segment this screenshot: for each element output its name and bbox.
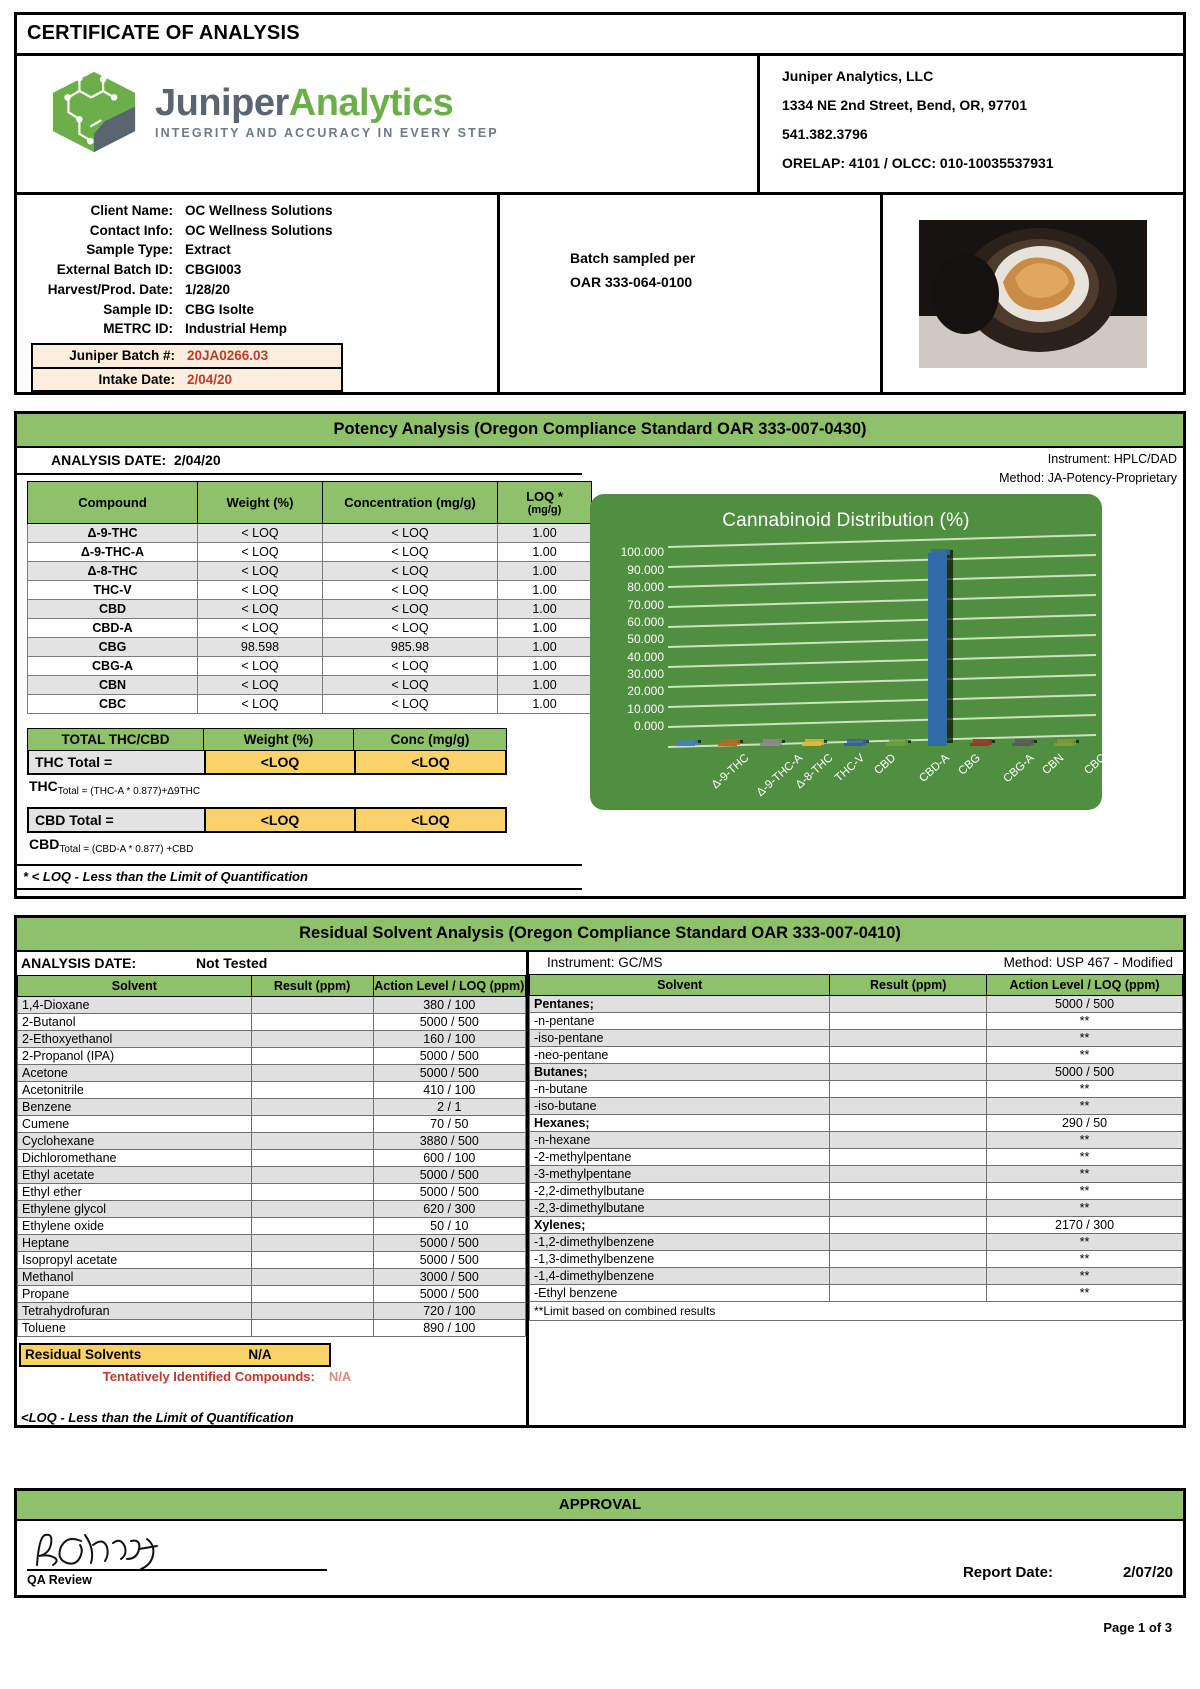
solvent-name: Heptane bbox=[18, 1234, 252, 1251]
chart-bar-top bbox=[1057, 739, 1076, 745]
table-row: CBN < LOQ < LOQ 1.00 bbox=[28, 676, 592, 695]
combined-results-note: **Limit based on combined results bbox=[529, 1302, 1183, 1321]
solvent-name: -2-methylpentane bbox=[530, 1148, 830, 1165]
col-result: Result (ppm) bbox=[830, 974, 987, 995]
page-title: CERTIFICATE OF ANALYSIS bbox=[17, 15, 1183, 56]
col-result: Result (ppm) bbox=[251, 975, 373, 996]
table-row bbox=[530, 1199, 1183, 1216]
solvent-result bbox=[251, 1064, 373, 1081]
table-row: CBD-A < LOQ < LOQ 1.00 bbox=[28, 619, 592, 638]
solvent-action-level: 410 / 100 bbox=[373, 1081, 525, 1098]
table-row bbox=[18, 1166, 526, 1183]
solvent-name: Pentanes; bbox=[530, 995, 830, 1012]
lab-header bbox=[17, 56, 1183, 195]
table-row: Δ-9-THC < LOQ < LOQ 1.00 bbox=[28, 524, 592, 543]
chart-bar-front bbox=[928, 553, 947, 746]
lab-logo-block bbox=[17, 56, 757, 192]
solvent-result bbox=[830, 1267, 987, 1284]
solvent-action-level: 5000 / 500 bbox=[987, 995, 1183, 1012]
solvent-result bbox=[830, 1029, 987, 1046]
col-action-level: Action Level / LOQ (ppm) bbox=[987, 974, 1183, 995]
solvent-name: Xylenes; bbox=[530, 1216, 830, 1233]
col-weight: Weight (%) bbox=[198, 482, 323, 524]
solvent-action-level: ** bbox=[987, 1080, 1183, 1097]
table-row bbox=[530, 1216, 1183, 1233]
solvent-action-level: ** bbox=[987, 1182, 1183, 1199]
residual-solvent-left bbox=[17, 952, 529, 1425]
solvent-name: Methanol bbox=[18, 1268, 252, 1285]
totals-col-label: TOTAL THC/CBD bbox=[61, 732, 170, 748]
solvent-result bbox=[830, 995, 987, 1012]
table-row bbox=[18, 1030, 526, 1047]
potency-loq-note: * < LOQ - Less than the Limit of Quantification bbox=[17, 864, 582, 890]
solvent-action-level: 5000 / 500 bbox=[373, 1285, 525, 1302]
chart-bar-top bbox=[805, 739, 824, 745]
approval-header: APPROVAL bbox=[17, 1491, 1183, 1521]
table-row bbox=[530, 1182, 1183, 1199]
rs-method: Method: USP 467 - Modified bbox=[1003, 954, 1173, 970]
solvent-name: Acetonitrile bbox=[18, 1081, 252, 1098]
lab-address: 1334 NE 2nd Street, Bend, OR, 97701 bbox=[782, 97, 1028, 113]
chart-y-tick: 80.000 bbox=[627, 580, 664, 595]
table-row bbox=[18, 1047, 526, 1064]
solvent-action-level: 3880 / 500 bbox=[373, 1132, 525, 1149]
solvent-result bbox=[830, 1199, 987, 1216]
solvent-name: -1,3-dimethylbenzene bbox=[530, 1250, 830, 1267]
solvent-name: -2,2-dimethylbutane bbox=[530, 1182, 830, 1199]
info-field-external-batch-id: External Batch ID: CBGI003 bbox=[56, 262, 242, 278]
info-field-intake-date: Intake Date: 2/04/20 bbox=[33, 367, 341, 391]
chart-x-tick: CBD-A bbox=[917, 752, 952, 786]
table-row bbox=[18, 1251, 526, 1268]
solvent-result bbox=[830, 1114, 987, 1131]
chart-y-tick: 100.000 bbox=[620, 545, 664, 560]
info-field-juniper-batch: Juniper Batch #: 20JA0266.03 bbox=[33, 345, 341, 367]
totals-header-row bbox=[27, 728, 507, 751]
chart-plot-area bbox=[590, 545, 1109, 800]
solvent-result bbox=[830, 1165, 987, 1182]
solvent-result bbox=[830, 1046, 987, 1063]
sample-info-fields bbox=[17, 195, 497, 392]
table-row: Δ-9-THC-A < LOQ < LOQ 1.00 bbox=[28, 543, 592, 562]
solvent-action-level: ** bbox=[987, 1165, 1183, 1182]
table-row bbox=[18, 1183, 526, 1200]
table-row bbox=[18, 996, 526, 1013]
solvent-result bbox=[251, 1030, 373, 1047]
batch-note-line1: Batch sampled per bbox=[570, 250, 696, 266]
chart-y-tick: 50.000 bbox=[627, 632, 664, 647]
solvent-name: 1,4-Dioxane bbox=[18, 996, 252, 1013]
cannabinoid-distribution-chart bbox=[590, 494, 1109, 810]
residual-solvent-section-title: Residual Solvent Analysis (Oregon Compliance Standard OAR 333-007-0410) bbox=[17, 918, 1183, 952]
solvent-name: 2-Ethoxyethanol bbox=[18, 1030, 252, 1047]
solvent-action-level: ** bbox=[987, 1267, 1183, 1284]
chart-y-tick: 70.000 bbox=[627, 597, 664, 612]
chart-bar-top bbox=[721, 739, 740, 745]
solvent-result bbox=[251, 1217, 373, 1234]
chart-y-tick: 30.000 bbox=[627, 667, 664, 682]
solvent-result bbox=[830, 1012, 987, 1029]
table-row bbox=[530, 1284, 1183, 1301]
table-row bbox=[530, 1131, 1183, 1148]
rs-instrument: Instrument: GC/MS bbox=[547, 954, 663, 970]
chart-bar-top bbox=[973, 739, 992, 745]
solvent-action-level: 890 / 100 bbox=[373, 1319, 525, 1336]
col-action-level: Action Level / LOQ (ppm) bbox=[373, 975, 525, 996]
rs-instrument-method bbox=[529, 952, 1183, 974]
table-row bbox=[530, 1029, 1183, 1046]
solvent-action-level: ** bbox=[987, 1250, 1183, 1267]
chart-bar-top bbox=[763, 739, 782, 745]
table-row bbox=[18, 1013, 526, 1030]
approval-section bbox=[14, 1488, 1186, 1598]
sample-info-row bbox=[17, 195, 1183, 392]
chart-bar bbox=[928, 553, 947, 746]
solvent-result bbox=[251, 1319, 373, 1336]
solvent-action-level: 5000 / 500 bbox=[373, 1064, 525, 1081]
solvent-result bbox=[830, 1233, 987, 1250]
signature-icon bbox=[27, 1527, 277, 1571]
table-row bbox=[18, 1115, 526, 1132]
table-row bbox=[530, 1080, 1183, 1097]
table-row bbox=[530, 1148, 1183, 1165]
chart-y-tick: 60.000 bbox=[627, 614, 664, 629]
sample-photo bbox=[919, 220, 1147, 368]
batch-sampled-note bbox=[497, 195, 883, 392]
solvent-name: Ethylene glycol bbox=[18, 1200, 252, 1217]
solvent-name: Ethyl acetate bbox=[18, 1166, 252, 1183]
totals-block bbox=[27, 728, 507, 775]
solvent-action-level: ** bbox=[987, 1029, 1183, 1046]
thc-total-formula: $THC_{Total = (THC-A * 0.877)+\Delta 9THC}$ bbox=[29, 778, 201, 798]
solvent-result bbox=[251, 1251, 373, 1268]
solvent-result bbox=[251, 1132, 373, 1149]
solvent-name: -neo-pentane bbox=[530, 1046, 830, 1063]
table-row: THC-V < LOQ < LOQ 1.00 bbox=[28, 581, 592, 600]
solvent-name: -1,2-dimethylbenzene bbox=[530, 1233, 830, 1250]
chart-x-tick: THC-V bbox=[833, 752, 868, 785]
solvent-action-level: ** bbox=[987, 1233, 1183, 1250]
table-row bbox=[18, 1319, 526, 1336]
lab-contact-block bbox=[757, 56, 1183, 192]
solvent-name: Tetrahydrofuran bbox=[18, 1302, 252, 1319]
lab-name: Juniper Analytics, LLC bbox=[782, 68, 934, 84]
juniper-hexagon-logo-icon bbox=[47, 70, 141, 154]
tentatively-identified-compounds: Tentatively Identified Compounds: N/A bbox=[102, 1368, 352, 1384]
solvent-table-left bbox=[17, 975, 526, 1337]
lab-phone: 541.382.3796 bbox=[782, 126, 868, 142]
potency-section-title: Potency Analysis (Oregon Compliance Standard OAR 333-007-0430) bbox=[17, 414, 1183, 448]
table-row bbox=[18, 1285, 526, 1302]
highlighted-batch-block bbox=[31, 343, 343, 392]
chart-bars bbox=[668, 546, 1096, 746]
table-row bbox=[530, 1012, 1183, 1029]
table-row: Δ-8-THC < LOQ < LOQ 1.00 bbox=[28, 562, 592, 581]
certificate-header-box bbox=[14, 12, 1186, 395]
chart-x-tick: Δ-9-THC bbox=[709, 752, 752, 792]
solvent-name: Butanes; bbox=[530, 1063, 830, 1080]
info-field-metrc-id: METRC ID: Industrial Hemp bbox=[103, 321, 288, 337]
table-row bbox=[18, 1268, 526, 1285]
potency-section bbox=[14, 411, 1186, 898]
solvent-name: -2,3-dimethylbutane bbox=[530, 1199, 830, 1216]
solvent-name: Hexanes; bbox=[530, 1114, 830, 1131]
table-row bbox=[530, 1046, 1183, 1063]
table-row: CBG 98.598 985.98 1.00 bbox=[28, 638, 592, 657]
col-compound: Compound bbox=[28, 482, 198, 524]
potency-method: Method: JA-Potency-Proprietary bbox=[999, 471, 1177, 486]
solvent-action-level: 600 / 100 bbox=[373, 1149, 525, 1166]
table-row bbox=[18, 1302, 526, 1319]
chart-x-tick: Δ-8-THC bbox=[793, 752, 836, 792]
totals-col-conc: Conc (mg/g) bbox=[353, 729, 506, 750]
chart-y-tick: 20.000 bbox=[627, 684, 664, 699]
solvent-name: -1,4-dimethylbenzene bbox=[530, 1267, 830, 1284]
solvent-action-level: 5000 / 500 bbox=[373, 1234, 525, 1251]
solvent-table-right bbox=[529, 974, 1183, 1302]
solvent-name: Propane bbox=[18, 1285, 252, 1302]
table-row bbox=[18, 1064, 526, 1081]
solvent-action-level: 290 / 50 bbox=[987, 1114, 1183, 1131]
potency-table-header-row bbox=[28, 482, 592, 524]
table-row bbox=[18, 1200, 526, 1217]
solvent-action-level: ** bbox=[987, 1199, 1183, 1216]
solvent-name: Acetone bbox=[18, 1064, 252, 1081]
solvent-result bbox=[251, 1013, 373, 1030]
table-row bbox=[18, 1098, 526, 1115]
solvent-result bbox=[251, 1268, 373, 1285]
solvent-result bbox=[251, 1234, 373, 1251]
solvent-action-level: 160 / 100 bbox=[373, 1030, 525, 1047]
table-row: CBC < LOQ < LOQ 1.00 bbox=[28, 695, 592, 714]
chart-x-tick: CBC bbox=[1082, 752, 1109, 778]
info-field-sample-id: Sample ID: CBG Isolte bbox=[103, 301, 255, 317]
solvent-name: 2-Butanol bbox=[18, 1013, 252, 1030]
solvent-result bbox=[251, 1166, 373, 1183]
solvent-name: 2-Propanol (IPA) bbox=[18, 1047, 252, 1064]
solvent-result bbox=[830, 1131, 987, 1148]
solvent-name: Cyclohexane bbox=[18, 1132, 252, 1149]
solvent-result bbox=[251, 1183, 373, 1200]
solvent-action-level: ** bbox=[987, 1012, 1183, 1029]
table-row bbox=[18, 1149, 526, 1166]
solvent-action-level: 70 / 50 bbox=[373, 1115, 525, 1132]
chart-x-tick: Δ-9-THC-A bbox=[754, 752, 805, 800]
chart-bar-top bbox=[889, 739, 908, 745]
solvent-action-level: 5000 / 500 bbox=[373, 1013, 525, 1030]
solvent-result bbox=[830, 1097, 987, 1114]
solvent-action-level: 50 / 10 bbox=[373, 1217, 525, 1234]
solvent-name: -Ethyl benzene bbox=[530, 1284, 830, 1301]
solvent-action-level: ** bbox=[987, 1046, 1183, 1063]
signature-block bbox=[27, 1527, 327, 1587]
potency-left-column bbox=[17, 448, 582, 895]
solvent-header-row bbox=[18, 975, 526, 996]
solvent-name: -n-butane bbox=[530, 1080, 830, 1097]
cbd-totals-block bbox=[27, 807, 507, 833]
solvent-result bbox=[251, 1047, 373, 1064]
info-field-harvest-date: Harvest/Prod. Date: 1/28/20 bbox=[47, 281, 231, 297]
potency-instrument-method bbox=[999, 450, 1177, 488]
solvent-result bbox=[251, 1149, 373, 1166]
solvent-result bbox=[251, 1098, 373, 1115]
solvent-result bbox=[830, 1080, 987, 1097]
logo-tagline: INTEGRITY AND ACCURACY IN EVERY STEP bbox=[155, 126, 499, 141]
qa-review-label: QA Review bbox=[27, 1572, 92, 1587]
chart-title: Cannabinoid Distribution (%) bbox=[722, 510, 970, 532]
cbd-total-row: CBD Total = <LOQ <LOQ bbox=[27, 807, 507, 833]
chart-y-tick: 90.000 bbox=[627, 562, 664, 577]
solvent-action-level: 5000 / 500 bbox=[373, 1166, 525, 1183]
table-row: CBG-A < LOQ < LOQ 1.00 bbox=[28, 657, 592, 676]
chart-y-tick: 40.000 bbox=[627, 649, 664, 664]
chart-bar-top bbox=[679, 739, 698, 745]
solvent-result bbox=[251, 1081, 373, 1098]
solvent-result bbox=[830, 1250, 987, 1267]
sample-photo-cell bbox=[883, 195, 1183, 392]
col-loq: LOQ * (mg/g) bbox=[498, 482, 592, 524]
table-row bbox=[18, 1081, 526, 1098]
solvent-action-level: 5000 / 500 bbox=[987, 1063, 1183, 1080]
info-field-contact-info: Contact Info: OC Wellness Solutions bbox=[89, 222, 333, 238]
chart-x-tick: CBG bbox=[956, 752, 983, 778]
potency-analysis-date: ANALYSIS DATE: 2/04/20 bbox=[17, 448, 582, 475]
solvent-action-level: 3000 / 500 bbox=[373, 1268, 525, 1285]
rs-analysis-date: ANALYSIS DATE: Not Tested bbox=[21, 954, 268, 971]
residual-solvent-right bbox=[529, 952, 1183, 1425]
table-row bbox=[18, 1217, 526, 1234]
solvent-action-level: 2 / 1 bbox=[373, 1098, 525, 1115]
chart-y-tick: 10.000 bbox=[627, 701, 664, 716]
potency-instrument: Instrument: HPLC/DAD bbox=[1047, 452, 1177, 467]
solvent-action-level: ** bbox=[987, 1097, 1183, 1114]
table-row bbox=[530, 1165, 1183, 1182]
solvent-result bbox=[830, 1284, 987, 1301]
potency-right-column bbox=[582, 448, 1183, 895]
lab-licenses: ORELAP: 4101 / OLCC: 010-10035537931 bbox=[782, 155, 1054, 171]
table-row bbox=[18, 1132, 526, 1149]
info-field-client-name: Client Name: OC Wellness Solutions bbox=[90, 203, 333, 218]
report-date-block bbox=[327, 1564, 1173, 1587]
solvent-name: Ethylene oxide bbox=[18, 1217, 252, 1234]
table-row bbox=[530, 1250, 1183, 1267]
cbd-total-formula: $CBD_{Total = (CBD-A * 0.877) +CBD}$ bbox=[29, 835, 194, 855]
solvent-header-row bbox=[530, 974, 1183, 995]
residual-solvent-loq-note: <LOQ - Less than the Limit of Quantification bbox=[21, 1409, 294, 1425]
solvent-name: -n-pentane bbox=[530, 1012, 830, 1029]
solvent-result bbox=[830, 1216, 987, 1233]
chart-bar-side bbox=[947, 550, 953, 743]
solvent-action-level: ** bbox=[987, 1148, 1183, 1165]
batch-note-line2: OAR 333-064-0100 bbox=[570, 273, 693, 290]
table-row bbox=[530, 1063, 1183, 1080]
solvent-name: Ethyl ether bbox=[18, 1183, 252, 1200]
solvent-result bbox=[251, 1285, 373, 1302]
solvent-name: -n-hexane bbox=[530, 1131, 830, 1148]
chart-x-tick: CBN bbox=[1040, 752, 1067, 778]
chart-x-axis-labels bbox=[668, 746, 1109, 806]
chart-bar-top bbox=[1015, 739, 1034, 745]
solvent-action-level: 2170 / 300 bbox=[987, 1216, 1183, 1233]
solvent-action-level: 5000 / 500 bbox=[373, 1251, 525, 1268]
table-row bbox=[530, 1267, 1183, 1284]
chart-x-tick: CBD bbox=[872, 752, 899, 778]
solvent-name: -iso-pentane bbox=[530, 1029, 830, 1046]
chart-bar-top bbox=[931, 549, 950, 555]
solvent-name: Benzene bbox=[18, 1098, 252, 1115]
table-row bbox=[530, 1233, 1183, 1250]
signature-line bbox=[27, 1527, 327, 1571]
table-row bbox=[530, 995, 1183, 1012]
logo-wordmark: JuniperAnalytics bbox=[155, 82, 454, 125]
solvent-action-level: 620 / 300 bbox=[373, 1200, 525, 1217]
col-concentration: Concentration (mg/g) bbox=[323, 482, 498, 524]
solvent-action-level: 380 / 100 bbox=[373, 996, 525, 1013]
chart-y-axis-labels bbox=[590, 546, 664, 737]
table-row bbox=[18, 1234, 526, 1251]
solvent-name: Isopropyl acetate bbox=[18, 1251, 252, 1268]
info-field-sample-type: Sample Type: Extract bbox=[86, 242, 231, 258]
solvent-action-level: ** bbox=[987, 1131, 1183, 1148]
potency-table bbox=[27, 481, 592, 714]
solvent-name: Dichloromethane bbox=[18, 1149, 252, 1166]
chart-bar-top bbox=[847, 739, 866, 745]
solvent-result bbox=[251, 1200, 373, 1217]
solvent-action-level: 5000 / 500 bbox=[373, 1047, 525, 1064]
solvent-result bbox=[251, 1115, 373, 1132]
residual-solvent-section bbox=[14, 915, 1186, 1428]
solvent-result bbox=[830, 1182, 987, 1199]
report-date-label: Report Date: bbox=[962, 1563, 1053, 1581]
solvent-action-level: 5000 / 500 bbox=[373, 1183, 525, 1200]
solvent-name: Toluene bbox=[18, 1319, 252, 1336]
solvent-action-level: ** bbox=[987, 1284, 1183, 1301]
solvent-result bbox=[830, 1148, 987, 1165]
solvent-name: -3-methylpentane bbox=[530, 1165, 830, 1182]
solvent-name: -iso-butane bbox=[530, 1097, 830, 1114]
solvent-result bbox=[251, 1302, 373, 1319]
chart-y-tick: 0.000 bbox=[633, 719, 664, 734]
col-solvent: Solvent bbox=[530, 974, 830, 995]
table-row bbox=[530, 1097, 1183, 1114]
chart-x-tick: CBG-A bbox=[1001, 752, 1037, 786]
solvent-result bbox=[830, 1063, 987, 1080]
solvent-action-level: 720 / 100 bbox=[373, 1302, 525, 1319]
solvent-name: Cumene bbox=[18, 1115, 252, 1132]
table-row: CBD < LOQ < LOQ 1.00 bbox=[28, 600, 592, 619]
table-row bbox=[530, 1114, 1183, 1131]
solvent-result bbox=[251, 996, 373, 1013]
col-solvent: Solvent bbox=[18, 975, 252, 996]
thc-total-row: THC Total = <LOQ <LOQ bbox=[27, 751, 507, 775]
page-footer: Page 1 of 3 bbox=[1103, 1619, 1172, 1635]
residual-solvents-summary: Residual Solvents N/A bbox=[19, 1343, 331, 1367]
report-date-value: 2/07/20 bbox=[1122, 1563, 1173, 1581]
totals-col-weight: Weight (%) bbox=[203, 729, 353, 750]
